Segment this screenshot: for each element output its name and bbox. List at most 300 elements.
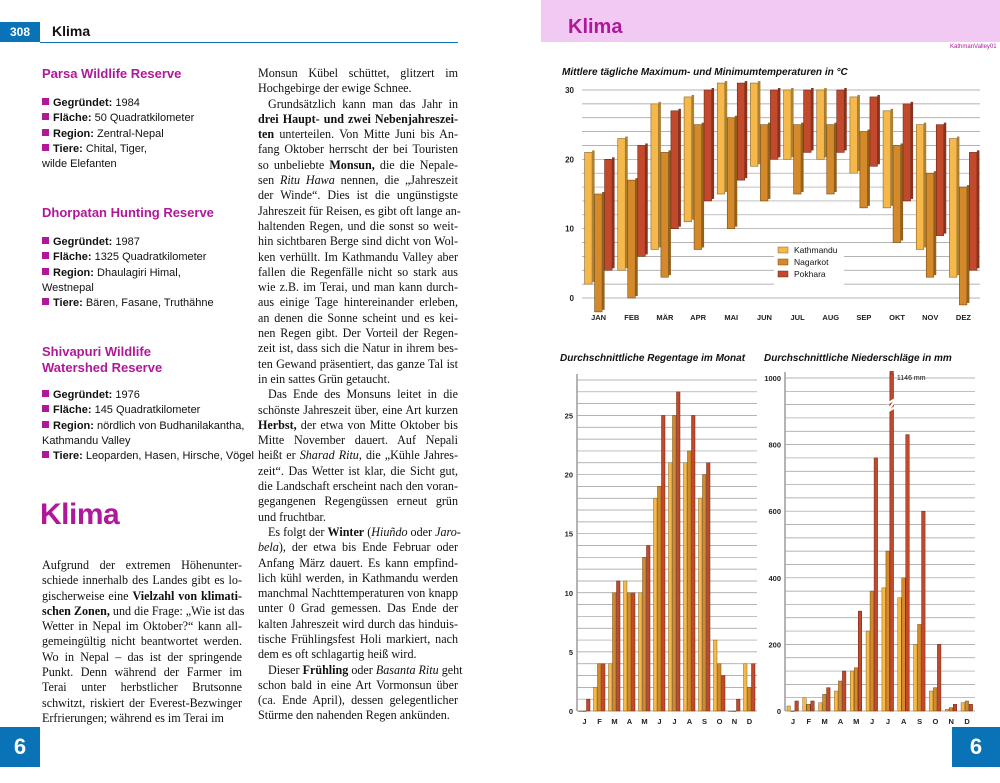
value-bar-broken [890,374,894,711]
x-tick-label: JUL [790,313,805,322]
value-bar [882,588,886,711]
precipitation-chart [760,366,982,728]
value-bar [594,687,598,711]
y-tick-label: 0 [568,707,573,716]
value-bar [850,671,854,711]
temp-bar [671,111,678,229]
text-line: Wo in Nepal – das ist der springende [42,649,242,664]
temp-bar-side [877,95,880,164]
text-line: Grundsätzlich kann man das Jahr in [268,96,458,111]
reserve-shivapuri [42,344,254,464]
x-tick-label: JAN [591,313,607,322]
temp-bar [926,173,934,277]
temp-bar [893,145,901,242]
value-bar [654,498,658,711]
value-bar [643,557,647,711]
text-line: in ein sattes Grün getaucht. [258,371,390,386]
text-line: schönste Jahreszeit über, eine Art kurzen [258,402,458,417]
temp-bar-side [602,192,605,310]
value-bar [922,511,926,711]
value-bar [807,704,811,711]
value-bar [898,598,902,711]
x-tick-label: M [641,717,648,726]
temp-bar-side [678,109,681,227]
y-tick-label: 20 [565,155,574,165]
text-line: gischerweise eine Vielzahl von klimati- [42,588,242,603]
y-tick-label: 5 [568,647,573,657]
value-bar [969,704,973,711]
value-bar [838,681,842,711]
y-tick-label: 10 [564,588,573,598]
x-tick-label: M [853,717,860,726]
temp-bar-side [977,150,980,268]
text-line: Es folgt der Winter (Hiuñdo oder Jaro- [268,524,461,539]
value-bar [870,591,874,711]
reserve-title: Dhorpatan Hunting Reserve [42,205,214,220]
reserve-title-line: Shivapuri Wildlife [42,344,151,359]
legend-label: Nagarkot [794,257,829,267]
x-tick-label: OKT [889,313,906,322]
x-tick-label: A [837,717,844,726]
value-bar [795,701,799,711]
text-line: Mitte November dauert. Auf Nepali [258,433,458,448]
text-line: kalten Jahreszeit wird durch das hinduis- [258,616,458,631]
temp-bar-side [924,123,927,248]
temp-bar-side [824,88,827,157]
temp-bar-side [834,123,837,192]
value-bar [677,392,681,711]
y-tick-label: 800 [768,440,781,450]
x-tick-label: D [746,717,753,726]
temp-bar-side [625,137,628,269]
axis-break-icon [887,398,897,412]
running-head: Klima [52,23,91,39]
temp-bar [837,90,845,152]
reserve-item: Region: Zentral-Nepal [42,127,242,142]
legend-swatch [778,247,788,253]
reserve-item: Gegründet: 1976 [42,388,242,403]
bullet-square-icon [42,98,49,105]
value-bar [609,664,613,711]
temp-bar-side [635,178,638,296]
value-bar [579,711,583,712]
legend-swatch [778,259,788,265]
value-bar [827,688,831,711]
text-line: wie z.B. im Terai, und man kann durch- [258,280,458,295]
temperature-chart-title: Mittlere tägliche Maximum- und Minimumtemperaturen in °C [562,67,848,78]
temp-bar [936,125,944,236]
temp-bar-side [745,81,748,178]
x-tick-label: N [948,717,954,726]
value-bar [613,593,617,711]
text-line: haltenden Regen, und die sonst so weit- [258,218,458,233]
rain-days-chart-title: Durchschnittliche Regentage im Monat [560,353,746,364]
temp-bar-side [712,88,715,199]
x-tick-label: J [672,717,677,726]
temp-bar-side [735,116,738,227]
text-line: gegangenen Regengüssen erneut grün [258,494,458,509]
value-bar [718,664,722,711]
reserve-item: Fläche: 50 Quadratkilometer [42,111,242,126]
y-tick-label: 600 [768,507,781,517]
temp-bar-side [645,143,648,254]
temp-bar [916,125,924,250]
reserve-item-cont: Westnepal [42,281,94,294]
precipitation-chart-title: Durchschnittliche Niederschläge in mm [764,353,952,364]
temp-bar [903,104,911,201]
temp-bar [817,90,825,159]
text-line: ten Gewand präsentiert, das ganze Tal ist [258,356,458,371]
text-line: Terai unter herbstlicher Brutsonne [42,680,242,695]
value-bar [949,708,953,711]
value-bar [722,676,726,711]
value-bar [803,698,807,711]
x-tick-label: S [701,717,708,726]
value-bar [699,498,703,711]
value-bar [714,640,718,711]
x-tick-label: M [821,717,828,726]
bullet-square-icon [42,144,49,151]
text-line: Jahreszeit für Reisen, es gibt oft lange an- [258,203,461,218]
temperature-chart [550,80,990,325]
temp-bar-side [612,157,615,268]
bullet-square-icon [42,405,49,412]
legend-swatch [778,271,788,277]
value-bar [748,687,752,711]
temp-bar-side [811,88,814,150]
value-bar [583,711,587,712]
x-tick-label: O [932,717,939,726]
reserve-item-cont: Kathmandu Valley [42,434,131,447]
temp-bar [585,152,593,284]
value-bar [602,664,606,711]
text-line: Herbst, der etwa von Mitte Oktober bis [258,417,458,432]
value-bar [737,699,741,711]
x-tick-label: M [611,717,618,726]
y-tick-label: 25 [564,411,573,421]
text-line: ken verhüllt. Im Kathmandu Valley aber [258,249,458,264]
x-tick-label: MAI [724,313,739,322]
reserve-item: Fläche: 1325 Quadratkilometer [42,250,242,265]
x-tick-label: D [964,717,970,726]
bullet-square-icon [42,298,49,305]
value-bar [662,415,666,711]
temp-bar-side [758,81,761,164]
reserve-title: Parsa Wildlife Reserve [42,66,182,81]
y-tick-label: 10 [565,224,574,234]
temp-bar [717,83,725,194]
value-bar [639,593,643,711]
value-bar [842,671,846,711]
text-line: fang Oktober herrscht der bei Touristen [258,142,458,157]
x-tick-label: J [885,717,891,726]
value-bar [598,664,602,711]
x-tick-label: SEP [856,313,872,322]
bullet-square-icon [42,268,49,275]
bullet-square-icon [42,390,49,397]
x-tick-label: JUN [756,313,772,322]
value-bar [707,463,711,711]
value-bar [965,701,969,711]
value-bar [918,624,922,711]
x-tick-label: J [582,717,587,726]
temp-bar-side [692,95,695,220]
temp-bar-side [891,109,894,206]
text-line: fallen die Regenfälle nicht so stark aus [258,264,458,279]
value-bar [587,699,591,711]
reserve-item: Gegründet: 1984 [42,96,242,111]
value-bar [819,703,823,711]
temp-bar [704,90,712,201]
y-tick-label: 0 [569,294,574,303]
temp-bar-side [934,171,937,275]
temp-bar [651,104,659,250]
temp-bar [760,125,768,201]
x-tick-label: A [901,717,907,726]
value-bar [929,691,933,711]
x-tick-label: J [657,717,662,726]
text-line: Hochgebirge der ewige Schnee. [258,81,412,96]
temp-bar [949,139,957,278]
value-bar [902,578,906,711]
value-bar [811,701,815,711]
text-line: bela), der etwa bis Ende Februar oder [258,540,458,555]
x-tick-label: F [597,717,602,726]
y-tick-label: 20 [564,470,573,480]
x-tick-label: A [626,717,633,726]
value-bar [823,694,827,711]
value-bar [729,711,733,712]
value-bar [866,631,870,711]
temp-bar [794,125,802,194]
text-line: Das Ende des Monsuns leitet in die [268,387,458,402]
text-line: Aufgrund der extremen Höhenunter- [42,558,242,572]
text-line: heißt er Sharad Ritu, die „Kühle Jahres- [258,448,459,463]
y-tick-label: 400 [768,573,781,583]
text-line: schiede innerhalb des Landes gibt es lo- [42,573,242,588]
body-column-2 [258,66,463,724]
value-bar [906,435,910,711]
text-line: Punkt. Denn während der Farmer im [42,665,242,680]
header-rule [40,42,458,43]
temp-bar-side [957,137,960,276]
value-bar [684,463,688,711]
chapter-tab-right: 6 [952,727,1000,767]
reserve-item: Region: nördlich von Budhanilakantha, [42,419,242,434]
temp-bar-side [801,123,804,192]
temp-bar-side [778,88,781,157]
value-bar [744,664,748,711]
temp-bar [661,152,669,277]
chapter-tab-left: 6 [0,727,40,767]
reserve-item-cont: wilde Elefanten [42,158,117,171]
value-bar [688,451,692,711]
value-bar [787,706,791,711]
text-line: nen Regen gibt. Der Vorteil der Regen- [258,326,458,341]
text-line: an denen die Sonne scheint und es kei- [258,310,458,325]
x-tick-label: NOV [922,313,939,322]
text-line: Erfrierungen; während es im Terai im [42,710,224,725]
text-line: ten unterteilen. Von Mitte Juni bis An- [258,127,458,142]
temp-bar [827,125,835,194]
text-line: so unbeliebte Monsun, die die Nepale- [258,157,458,172]
image-code: KathmanValley01 [950,44,997,50]
x-tick-label: N [731,717,738,726]
temp-bar [618,139,626,271]
text-line: unter 0 Grad gemessen. Das Ende der [258,601,458,616]
text-line: und fruchtbar. [258,509,326,524]
x-tick-label: DEZ [955,313,971,322]
x-tick-label: A [686,717,693,726]
value-bar [854,668,858,711]
reserve-item: Gegründet: 1987 [42,235,242,250]
value-bar [658,486,662,711]
value-bar [692,415,696,711]
text-line: zeit“. Das Wetter ist klar, die Sicht gut, [258,463,458,478]
temp-bar [684,97,692,222]
text-line: lich kühl werden, in Kathmandu werden [258,570,458,585]
text-line: Monsun Kübel schüttet, glitzert im [258,66,458,80]
bullet-square-icon [42,252,49,259]
bullet-square-icon [42,237,49,244]
x-tick-label: J [790,717,796,726]
value-bar [673,415,677,711]
temp-bar-side [725,81,728,192]
temp-bar [959,187,967,305]
text-line: aus einige Tage hintereinander erleben, [258,295,458,310]
text-line: schon bald in eine Art Vormonsun über [258,677,458,692]
temp-bar [628,180,636,298]
text-line: Stürme den nahenden Regen ankünden. [258,708,450,723]
temp-bar [737,83,745,180]
temp-bar [870,97,878,166]
temp-bar-side [844,88,847,150]
x-tick-label: MÄR [656,313,674,322]
x-tick-label: APR [690,313,707,322]
reserve-item: Tiere: Chital, Tiger, [42,142,242,157]
y-tick-label: 0 [776,707,781,716]
value-bar [945,709,949,711]
value-bar [624,581,628,711]
temp-bar [605,159,613,270]
reserve-item: Tiere: Leoparden, Hasen, Hirsche, Vögel [42,449,242,464]
temp-bar-side [901,143,904,240]
value-bar [669,463,673,711]
temp-bar [638,145,646,256]
x-tick-label: AUG [822,313,840,322]
text-line: tische Frühlingsfest Holi markiert, nach [258,631,458,646]
value-bar [961,703,965,711]
text-line: schen Zonen, und die Frage: „Wie ist das [42,603,245,618]
y-tick-label: 30 [565,86,574,95]
value-bar [647,546,651,712]
text-line: manchmal Nachttemperaturen von knapp [258,586,458,601]
text-line: der Winde“. Dies ist die ungünstigste [258,188,458,203]
text-line: Anfang März dauert. Es kann empfind- [258,555,458,570]
text-line: Dieser Frühling oder Basanta Ritu geht [268,662,463,677]
y-tick-label: 1000 [764,374,781,383]
text-line: schwitzt, riskiert der Everest-Bezwinger [42,695,242,710]
x-tick-label: O [716,717,723,726]
value-bar [791,711,795,712]
section-title: Klima [40,498,120,531]
temp-bar-side [592,150,595,282]
value-bar [953,704,957,711]
value-bar [632,593,636,711]
temp-bar-side [944,123,947,234]
x-tick-label: F [806,717,812,726]
reserve-parsa [42,66,242,172]
value-bar [933,688,937,711]
reserve-dhorpatan [42,205,242,311]
temp-bar-side [658,102,661,248]
temp-bar-side [668,150,671,275]
reserve-item: Region: Dhaulagiri Himal, [42,266,242,281]
body-column-1 [42,558,245,726]
reserve-title-line: Watershed Reserve [42,360,163,375]
temp-bar-side [791,88,794,157]
temp-bar [969,152,977,270]
legend-label: Pokhara [794,269,826,279]
bar-annotation: 1146 mm [896,375,926,382]
temp-bar [770,90,778,159]
value-bar [914,644,918,711]
text-line: (ca. Ende April), dessen gelegentlicher [258,693,458,708]
bullet-square-icon [42,451,49,458]
text-line: gemeingültig nicht beantwortet werden. [42,634,242,649]
y-tick-label: 15 [564,529,573,539]
temp-bar [850,97,858,173]
x-tick-label: J [869,717,875,726]
y-tick-label: 200 [768,640,781,650]
legend-label: Kathmandu [794,245,838,255]
text-line: hin sichtbaren Berge sind dicht von Wol- [258,234,458,249]
text-line: sen Ritu Hawa nennen, die „Jahreszeit [258,173,458,188]
value-bar [937,644,941,711]
value-bar [886,551,889,711]
value-bar [733,711,737,712]
value-bar [628,593,632,711]
temp-bar [595,194,603,312]
value-bar [617,581,621,711]
text-line: dem es oft schlagartig heiß wird. [258,647,417,662]
bullet-square-icon [42,129,49,136]
temp-bar [694,125,702,250]
bullet-square-icon [42,421,49,428]
temp-bar [750,83,758,166]
x-tick-label: S [917,717,923,726]
temp-bar [883,111,891,208]
temp-bar-side [768,123,771,199]
temp-bar-side [857,95,860,171]
right-page-title: Klima [568,16,623,38]
reserve-item: Tiere: Bären, Fasane, Truthähne [42,296,242,311]
value-bar [703,475,707,711]
x-tick-label: FEB [624,313,640,322]
page-number: 308 [0,22,40,42]
value-bar [834,691,838,711]
bullet-square-icon [42,113,49,120]
temp-bar-side [867,130,870,206]
rain-days-chart [552,366,762,728]
reserve-item: Fläche: 145 Quadratkilometer [42,403,242,418]
temp-bar-side [967,185,970,303]
temp-bar [727,118,735,229]
temp-bar [804,90,812,152]
temp-bar-side [911,102,914,199]
text-line: zeit ist, dass sich die Natur in ihrem bes- [258,341,458,356]
value-bar [874,458,878,711]
